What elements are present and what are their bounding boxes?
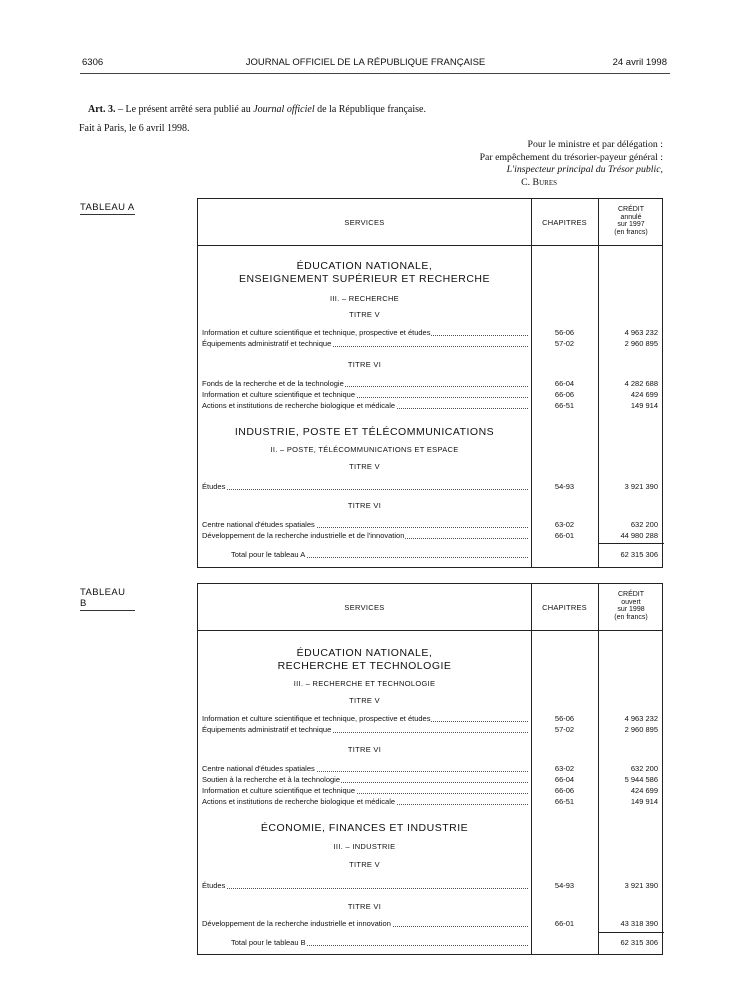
tableau-b	[197, 583, 663, 955]
table-row	[202, 328, 528, 338]
row-chapitre: 63-02	[554, 520, 575, 529]
tableau-b-label: TABLEAU B	[80, 587, 135, 611]
table-row	[202, 379, 528, 389]
row-label: Soutien à la recherche et à la technologie	[202, 775, 341, 784]
row-chapitre: 63-02	[554, 764, 575, 773]
table-row	[202, 797, 528, 807]
titre-heading: TITRE VI	[347, 360, 382, 369]
table-row	[202, 520, 528, 530]
col-chapitres-header: CHAPITRES	[542, 603, 587, 612]
row-credit: 424 699	[630, 786, 658, 795]
article-text-before: – Le présent arrêté sera publié au	[115, 104, 254, 115]
table-row	[202, 531, 528, 541]
row-chapitre: 56-06	[554, 328, 575, 337]
page-number: 6306	[82, 57, 104, 68]
total-row	[231, 550, 528, 560]
col-services-header: SERVICES	[344, 218, 385, 227]
row-label: Actions et institutions de recherche biologique et médicale	[202, 401, 396, 410]
row-credit: 632 200	[630, 764, 658, 773]
row-credit: 2 960 895	[624, 725, 658, 734]
table-row	[202, 482, 528, 492]
section-subtitle: III. – RECHERCHE ET TECHNOLOGIE	[293, 679, 436, 688]
row-label: Équipements administratif et technique	[202, 725, 332, 734]
row-credit: 424 699	[630, 390, 658, 399]
total-label: Total pour le tableau A	[231, 550, 306, 559]
section-subtitle: III. – INDUSTRIE	[333, 842, 396, 851]
table-row	[202, 919, 528, 929]
titre-heading: TITRE VI	[347, 902, 382, 911]
titre-heading: TITRE VI	[347, 501, 382, 510]
section-title: INDUSTRIE, POSTE ET TÉLÉCOMMUNICATIONS	[234, 426, 495, 438]
row-credit: 632 200	[630, 520, 658, 529]
row-chapitre: 56-06	[554, 714, 575, 723]
signature-line-2: Par empêchement du trésorier-payeur général :	[479, 151, 663, 163]
signatory-name: C. Bures	[521, 176, 557, 188]
page-header	[0, 57, 731, 71]
table-row	[202, 786, 528, 796]
header-rule	[80, 73, 670, 74]
row-chapitre: 66-51	[554, 401, 575, 410]
titre-heading: TITRE V	[349, 860, 380, 869]
section-title-line: ÉDUCATION NATIONALE,	[296, 647, 433, 659]
col-credit-header	[598, 206, 664, 236]
row-chapitre: 66-06	[554, 390, 575, 399]
total-value: 62 315 306	[620, 938, 658, 947]
tableau-a	[197, 198, 663, 568]
tableau-a-label: TABLEAU A	[80, 202, 135, 213]
sum-rule	[598, 932, 664, 933]
row-chapitre: 66-04	[554, 775, 575, 784]
row-label: Centre national d'études spatiales	[202, 764, 315, 773]
titre-heading: TITRE V	[349, 310, 380, 319]
col-credit-line: sur 1998	[617, 606, 645, 613]
row-label: Information et culture scientifique et technique	[202, 390, 356, 399]
table-row	[202, 401, 528, 411]
row-credit: 44 980 288	[620, 531, 658, 540]
col-credit-line: CRÉDIT	[617, 591, 645, 598]
article-label: Art. 3.	[88, 104, 116, 115]
section-title-line: RECHERCHE ET TECHNOLOGIE	[277, 660, 452, 672]
col-credit-line: (en francs)	[614, 228, 648, 236]
row-credit: 4 963 232	[624, 328, 658, 337]
row-credit: 2 960 895	[624, 339, 658, 348]
row-chapitre: 66-51	[554, 797, 575, 806]
row-label: Développement de la recherche industrielle et de l'innovation	[202, 531, 405, 540]
table-row	[202, 775, 528, 785]
row-credit: 4 282 688	[624, 379, 658, 388]
row-label: Information et culture scientifique et technique	[202, 786, 356, 795]
issue-date: 24 avril 1998	[612, 57, 667, 68]
titre-heading: TITRE V	[349, 462, 380, 471]
fait-a-paris: Fait à Paris, le 6 avril 1998.	[79, 123, 190, 134]
row-chapitre: 54-93	[554, 482, 575, 491]
section-title: ÉCONOMIE, FINANCES ET INDUSTRIE	[260, 822, 469, 834]
journal-title: JOURNAL OFFICIEL DE LA RÉPUBLIQUE FRANÇAISE	[245, 57, 486, 68]
col-credit-line: (en francs)	[614, 613, 648, 621]
col-credit-header	[598, 591, 664, 621]
tableau-a-header	[198, 199, 662, 246]
signature-block	[380, 139, 663, 189]
row-chapitre: 57-02	[554, 339, 575, 348]
table-row	[202, 339, 528, 349]
section-title	[198, 647, 531, 673]
table-row	[202, 714, 528, 724]
titre-heading: TITRE VI	[347, 745, 382, 754]
total-label: Total pour le tableau B	[231, 938, 306, 947]
row-label: Équipements administratif et technique	[202, 339, 332, 348]
sum-rule	[598, 543, 664, 544]
row-credit: 4 963 232	[624, 714, 658, 723]
table-row	[202, 881, 528, 891]
tableau-b-header	[198, 584, 662, 631]
row-chapitre: 54-93	[554, 881, 575, 890]
table-row	[202, 725, 528, 735]
row-credit: 149 914	[630, 797, 658, 806]
section-title-line: ÉDUCATION NATIONALE,	[296, 260, 433, 272]
row-label: Actions et institutions de recherche biologique et médicale	[202, 797, 396, 806]
row-label: Centre national d'études spatiales	[202, 520, 315, 529]
row-chapitre: 66-01	[554, 919, 575, 928]
titre-heading: TITRE V	[349, 696, 380, 705]
row-chapitre: 66-04	[554, 379, 575, 388]
row-credit: 5 944 586	[624, 775, 658, 784]
row-chapitre: 66-06	[554, 786, 575, 795]
row-credit: 43 318 390	[620, 919, 658, 928]
row-chapitre: 57-02	[554, 725, 575, 734]
row-label: Études	[202, 881, 226, 890]
section-subtitle: II. – POSTE, TÉLÉCOMMUNICATIONS ET ESPACE	[270, 445, 459, 454]
signature-line-3: L'inspecteur principal du Trésor public,	[506, 164, 663, 175]
signature-line-1: Pour le ministre et par délégation :	[527, 139, 663, 150]
col-credit-line: annulé	[620, 213, 642, 221]
row-label: Études	[202, 482, 226, 491]
row-chapitre: 66-01	[554, 531, 575, 540]
row-label: Fonds de la recherche et de la technologie	[202, 379, 344, 388]
col-credit-line: sur 1997	[617, 221, 645, 228]
col-chapitres-header: CHAPITRES	[542, 218, 587, 227]
row-label: Information et culture scientifique et technique, prospective et études	[202, 714, 431, 723]
col-services-header: SERVICES	[344, 603, 385, 612]
total-value: 62 315 306	[620, 550, 658, 559]
row-label: Développement de la recherche industrielle et innovation	[202, 919, 391, 928]
section-subtitle: III. – RECHERCHE	[330, 294, 399, 303]
section-title-line: ENSEIGNEMENT SUPÉRIEUR ET RECHERCHE	[238, 273, 491, 285]
article-journal-name: Journal officiel	[253, 104, 315, 115]
col-credit-line: CRÉDIT	[617, 206, 645, 213]
total-row	[231, 938, 528, 948]
row-credit: 3 921 390	[624, 881, 658, 890]
row-label: Information et culture scientifique et technique, prospective et études	[202, 328, 431, 337]
table-row	[202, 390, 528, 400]
table-row	[202, 764, 528, 774]
row-credit: 149 914	[630, 401, 658, 410]
row-credit: 3 921 390	[624, 482, 658, 491]
article-text-after: de la République française.	[314, 104, 426, 115]
article-3	[88, 104, 426, 115]
col-credit-line: ouvert	[621, 598, 641, 606]
section-title	[198, 260, 531, 286]
